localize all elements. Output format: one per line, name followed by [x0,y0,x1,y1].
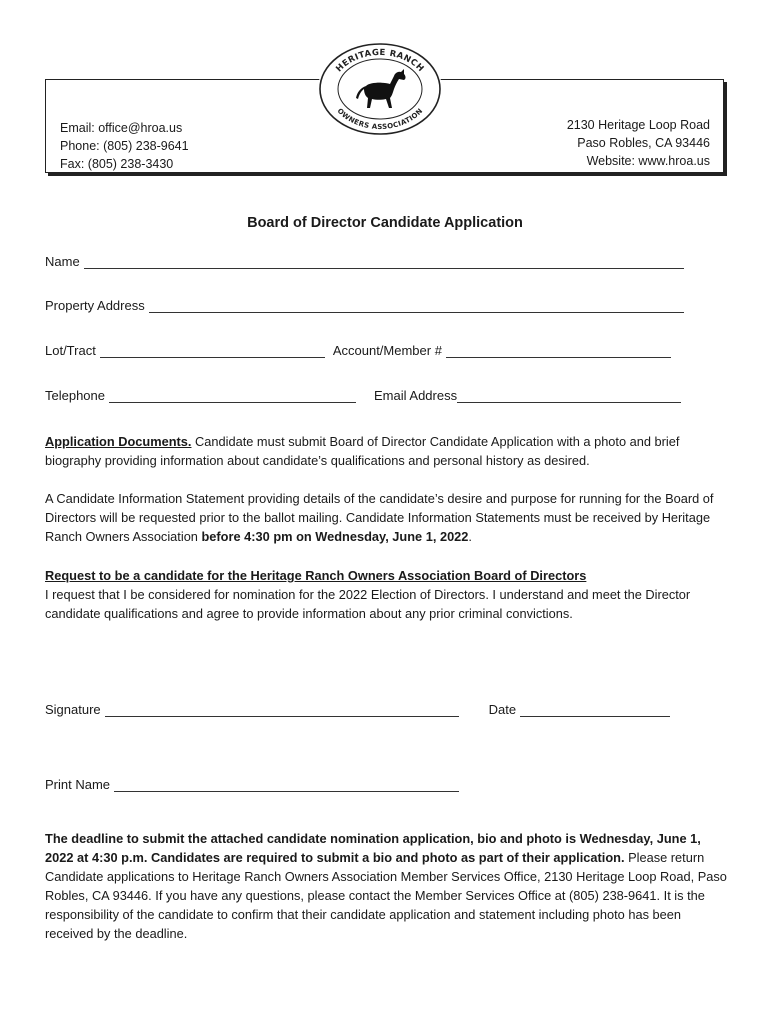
logo-bottom-text: OWNERS ASSOCIATION [335,106,425,132]
page-title: Board of Director Candidate Application [247,215,523,231]
email-address-field[interactable] [457,390,681,403]
application-documents-paragraph [45,432,727,470]
email-text: Email: office@hroa.us [60,121,183,135]
lot-account-row [45,343,671,358]
property-address-label: Property Address [45,298,145,313]
candidate-statement-end: . [468,529,472,544]
fax-text: Fax: (805) 238-3430 [60,157,174,171]
candidate-statement-paragraph [45,489,727,546]
print-name-label: Print Name [45,777,111,792]
contact-info-right [567,116,710,170]
website-text: Website: www.hroa.us [586,154,710,168]
phone-text: Phone: (805) 238-9641 [60,139,189,153]
name-field[interactable] [84,256,684,269]
telephone-email-row [45,388,681,403]
request-text: I request that I be considered for nomination for the 2022 Election of Directors. I understand and meet the Director candidate qualifications and agree to provide information about any prior criminal convictions. [45,587,691,621]
date-label: Date [488,702,517,717]
name-label: Name [45,254,80,269]
request-heading: Request to be a candidate for the Heritage Ranch Owners Association Board of Directors [45,568,587,583]
address-line-2: Paso Robles, CA 93446 [577,136,710,150]
telephone-field[interactable] [109,390,356,403]
property-address-row [45,298,684,313]
contact-info-left [60,119,189,173]
print-name-row [45,777,459,792]
deadline-bold-text: The deadline to submit the attached candidate nomination application, bio and photo is Wednesday, June 1, 2022 at 4:30 p.m. Candidates are required to submit a bio and photo as part of their application. [45,831,701,865]
candidate-statement-deadline: before 4:30 pm on Wednesday, June 1, 2022 [201,529,469,544]
request-paragraph [45,566,727,623]
deadline-paragraph [45,829,727,943]
address-line-1: 2130 Heritage Loop Road [566,118,710,132]
signature-label: Signature [45,702,101,717]
lot-tract-field[interactable] [100,345,325,358]
candidate-statement-text: A Candidate Information Statement providing details of the candidate’s desire and purpose for running for the Board of Directors will be requested prior to the ballot mailing. Candidate Information Statements must be received by Heritage Ranch Owners Association [45,491,714,544]
email-address-label: Email Address [374,388,458,403]
account-member-field[interactable] [446,345,671,358]
association-logo [318,42,442,136]
logo-top-text: HERITAGE RANCH [334,47,426,75]
signature-date-row [45,702,670,717]
name-field-row [45,254,684,269]
signature-field[interactable] [105,704,459,717]
date-field[interactable] [520,704,670,717]
property-address-field[interactable] [149,300,684,313]
deadline-text: Please return Candidate applications to Heritage Ranch Owners Association Member Services Office, 2130 Heritage Loop Road, Paso Robles, CA 93446. If you have any questions, please contact the Member Services Office at (805) 238-9641. It is the responsibility of the candidate to confirm that their candidate application and statement including photo has been received by the deadline. [45,850,727,941]
telephone-label: Telephone [45,388,105,403]
account-member-label: Account/Member # [332,343,442,358]
print-name-field[interactable] [114,779,459,792]
application-documents-text: Candidate must submit Board of Director Candidate Application with a photo and brief biography providing information about candidate’s qualifications and personal history as desired. [45,434,680,468]
lot-tract-label: Lot/Tract [45,343,96,358]
application-documents-heading: Application Documents. [45,434,192,449]
